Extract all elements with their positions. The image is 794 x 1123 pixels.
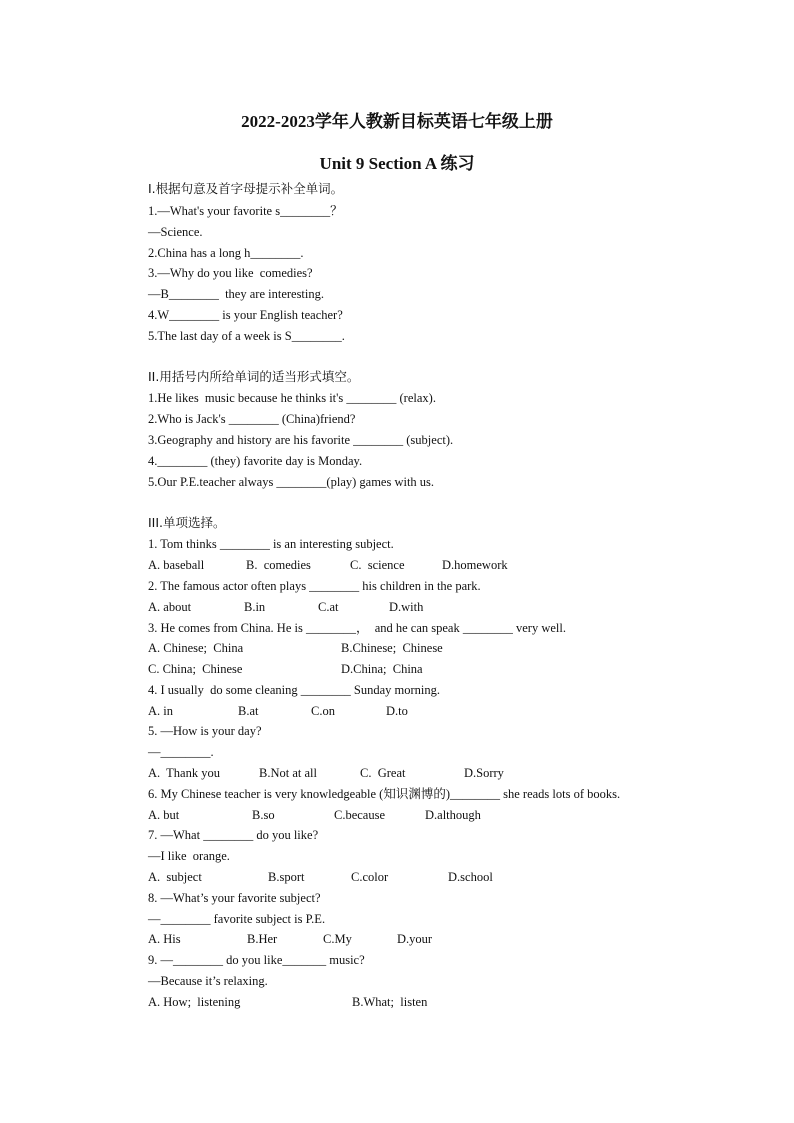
question-stem: 6. My Chinese teacher is very knowledgeable (知识渊博的)________ she reads lots of books. <box>148 787 621 801</box>
option-a: A. How; listening <box>148 995 241 1009</box>
option-c: C.at <box>318 600 339 614</box>
section2-item: 2.Who is Jack's ________ (China)friend? <box>148 412 356 426</box>
section2-item: 1.He likes music because he thinks it's ________ (relax). <box>148 391 436 405</box>
option-a: A. His <box>148 932 181 946</box>
option-b: B.at <box>238 704 259 718</box>
section1-item: 4.W________ is your English teacher? <box>148 308 343 322</box>
question-answer-line: —________ favorite subject is P.E. <box>148 912 326 926</box>
section1-item: 3.—Why do you like comedies? <box>148 266 313 280</box>
option-d: D.your <box>397 932 433 946</box>
section2-item: 4.________ (they) favorite day is Monday. <box>148 454 363 468</box>
section2-item: 3.Geography and history are his favorite ________ (subject). <box>148 433 454 447</box>
question-stem: 5. —How is your day? <box>148 724 262 738</box>
option-d: D.school <box>448 870 493 884</box>
option-c: C. China; Chinese <box>148 662 243 676</box>
question-stem: 3. He comes from China. He is ________， and he can speak ________ very well. <box>148 621 566 635</box>
question-answer-line: —Because it’s relaxing. <box>148 974 268 988</box>
option-a: A. baseball <box>148 558 205 572</box>
option-c: C. science <box>350 558 405 572</box>
option-d: D.with <box>389 600 424 614</box>
option-b: B.sport <box>268 870 305 884</box>
option-a: A. subject <box>148 870 202 884</box>
section2-heading: II.用括号内所给单词的适当形式填空。 <box>148 369 360 384</box>
option-b: B. comedies <box>246 558 311 572</box>
option-c: C.My <box>323 932 352 946</box>
option-a: A. about <box>148 600 192 614</box>
option-a: A. in <box>148 704 173 718</box>
option-b: B.Her <box>247 932 278 946</box>
section1-item: 5.The last day of a week is S________. <box>148 329 345 343</box>
section1-heading: I.根据句意及首字母提示补全单词。 <box>148 181 344 196</box>
section1-item: —Science. <box>148 225 203 239</box>
option-d: D.although <box>425 808 481 822</box>
option-d: D.China; China <box>341 662 423 676</box>
question-stem: 1. Tom thinks ________ is an interesting subject. <box>148 537 394 551</box>
section3-heading: III.单项选择。 <box>148 515 226 530</box>
option-a: A. Chinese; China <box>148 641 244 655</box>
option-c: C. Great <box>360 766 406 780</box>
question-answer-line: —________. <box>148 745 214 759</box>
option-c: C.because <box>334 808 386 822</box>
doc-title: 2022-2023学年人教新目标英语七年级上册 <box>241 112 553 131</box>
option-d: D.Sorry <box>464 766 504 780</box>
section2-item: 5.Our P.E.teacher always ________(play) games with us. <box>148 475 435 489</box>
option-d: D.homework <box>442 558 508 572</box>
question-stem: 2. The famous actor often plays ________ his children in the park. <box>148 579 481 593</box>
question-answer-line: —I like orange. <box>148 849 230 863</box>
option-b: B.in <box>244 600 266 614</box>
option-c: C.color <box>351 870 389 884</box>
option-b: B.Chinese; Chinese <box>341 641 443 655</box>
option-a: A. Thank you <box>148 766 220 780</box>
option-d: D.to <box>386 704 408 718</box>
option-b: B.so <box>252 808 275 822</box>
option-b: B.What; listen <box>352 995 428 1009</box>
section1-item: 2.China has a long h________. <box>148 246 304 260</box>
section1-item: 1.—What's your favorite s________？ <box>148 204 343 218</box>
question-stem: 9. —________ do you like_______ music? <box>148 953 365 967</box>
question-stem: 8. —What’s your favorite subject? <box>148 891 321 905</box>
option-b: B.Not at all <box>259 766 317 780</box>
section1-item: —B________ they are interesting. <box>148 287 325 301</box>
option-c: C.on <box>311 704 335 718</box>
option-a: A. but <box>148 808 180 822</box>
question-stem: 7. —What ________ do you like? <box>148 828 319 842</box>
doc-subtitle: Unit 9 Section A 练习 <box>319 154 475 173</box>
question-stem: 4. I usually do some cleaning ________ Sunday morning. <box>148 683 440 697</box>
